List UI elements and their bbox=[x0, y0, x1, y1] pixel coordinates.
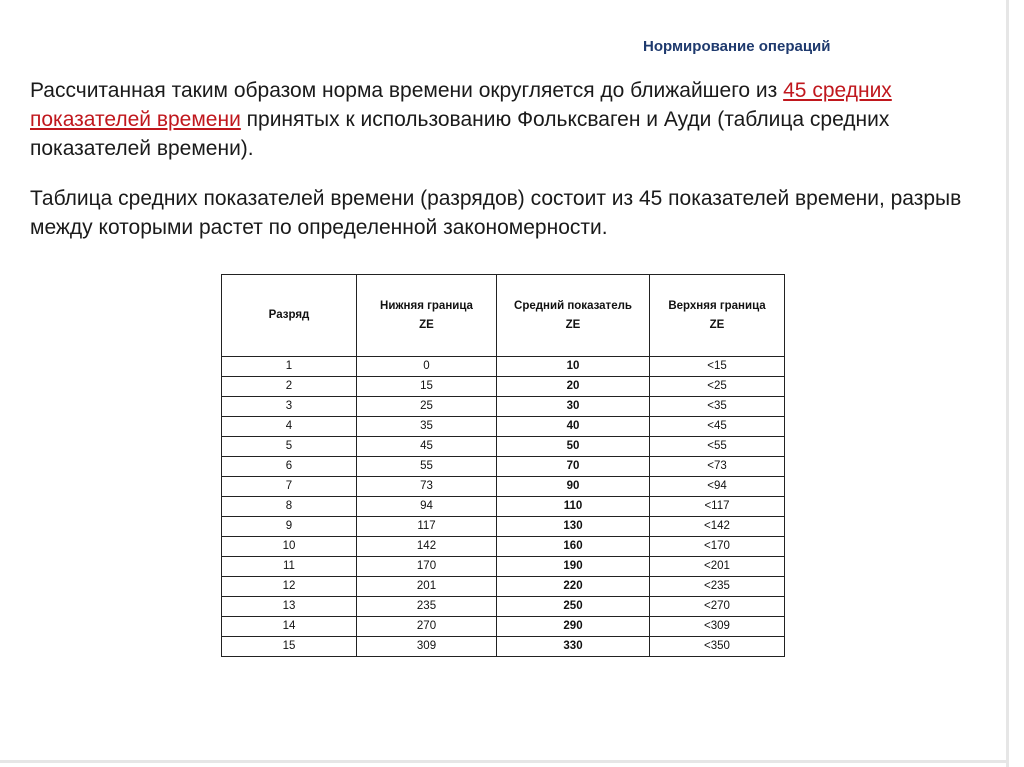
header-upper-bound-label: Верхняя граница bbox=[668, 299, 766, 312]
cell-upper: <235 bbox=[650, 577, 785, 597]
cell-lower: 15 bbox=[357, 377, 497, 397]
table-row bbox=[222, 477, 785, 497]
cell-lower: 201 bbox=[357, 577, 497, 597]
table-row bbox=[222, 577, 785, 597]
cell-mean: 20 bbox=[497, 377, 650, 397]
header-lower-bound-unit: ZE bbox=[419, 318, 434, 331]
cell-grade: 11 bbox=[222, 557, 357, 577]
slide-frame-bottom-edge bbox=[0, 760, 1008, 763]
slide-frame-right-edge bbox=[1006, 0, 1009, 767]
cell-upper: <73 bbox=[650, 457, 785, 477]
table-row bbox=[222, 437, 785, 457]
cell-upper: <25 bbox=[650, 377, 785, 397]
cell-lower: 142 bbox=[357, 537, 497, 557]
table-row bbox=[222, 517, 785, 537]
page-title: Нормирование операций bbox=[643, 38, 831, 55]
cell-grade: 15 bbox=[222, 637, 357, 657]
cell-lower: 309 bbox=[357, 637, 497, 657]
cell-grade: 12 bbox=[222, 577, 357, 597]
cell-lower: 73 bbox=[357, 477, 497, 497]
cell-grade: 5 bbox=[222, 437, 357, 457]
cell-lower: 117 bbox=[357, 517, 497, 537]
cell-upper: <309 bbox=[650, 617, 785, 637]
table-row bbox=[222, 537, 785, 557]
header-mean-value-unit: ZE bbox=[565, 318, 581, 331]
cell-mean: 70 bbox=[497, 457, 650, 477]
cell-grade: 14 bbox=[222, 617, 357, 637]
cell-mean: 50 bbox=[497, 437, 650, 457]
cell-grade: 9 bbox=[222, 517, 357, 537]
cell-grade: 10 bbox=[222, 537, 357, 557]
cell-grade: 4 bbox=[222, 417, 357, 437]
cell-upper: <35 bbox=[650, 397, 785, 417]
cell-mean: 40 bbox=[497, 417, 650, 437]
cell-mean: 250 bbox=[497, 597, 650, 617]
header-grade-label: Разряд bbox=[268, 309, 310, 321]
cell-upper: <350 bbox=[650, 637, 785, 657]
header-mean-value bbox=[497, 275, 650, 357]
cell-mean: 30 bbox=[497, 397, 650, 417]
cell-mean: 290 bbox=[497, 617, 650, 637]
table-row bbox=[222, 397, 785, 417]
cell-lower: 94 bbox=[357, 497, 497, 517]
cell-mean: 330 bbox=[497, 637, 650, 657]
cell-grade: 7 bbox=[222, 477, 357, 497]
cell-upper: <201 bbox=[650, 557, 785, 577]
table-row bbox=[222, 617, 785, 637]
header-upper-bound-unit: ZE bbox=[709, 318, 725, 331]
table-row bbox=[222, 637, 785, 657]
intro-text-before: Рассчитанная таким образом норма времени округляется до ближайшего из bbox=[30, 79, 784, 102]
table-body bbox=[222, 357, 785, 657]
intro-text-after: принятых к использованию Фольксваген и Ауди (таблица средних показателей времени). bbox=[30, 108, 890, 160]
intro-paragraph bbox=[30, 76, 980, 163]
cell-upper: <15 bbox=[650, 357, 785, 377]
table-header-row bbox=[222, 275, 785, 357]
cell-grade: 13 bbox=[222, 597, 357, 617]
table-row bbox=[222, 377, 785, 397]
table-row bbox=[222, 597, 785, 617]
cell-upper: <45 bbox=[650, 417, 785, 437]
table-row bbox=[222, 497, 785, 517]
cell-mean: 10 bbox=[497, 357, 650, 377]
table-row bbox=[222, 357, 785, 377]
table-row bbox=[222, 557, 785, 577]
cell-upper: <117 bbox=[650, 497, 785, 517]
cell-mean: 160 bbox=[497, 537, 650, 557]
table-row bbox=[222, 417, 785, 437]
average-time-indicators-link[interactable]: 45 средних показателей времени bbox=[30, 79, 892, 131]
cell-lower: 55 bbox=[357, 457, 497, 477]
cell-lower: 235 bbox=[357, 597, 497, 617]
cell-lower: 45 bbox=[357, 437, 497, 457]
header-upper-bound bbox=[650, 275, 785, 357]
cell-lower: 170 bbox=[357, 557, 497, 577]
cell-lower: 0 bbox=[357, 357, 497, 377]
cell-grade: 3 bbox=[222, 397, 357, 417]
cell-mean: 190 bbox=[497, 557, 650, 577]
cell-upper: <94 bbox=[650, 477, 785, 497]
header-grade bbox=[222, 275, 357, 357]
cell-grade: 1 bbox=[222, 357, 357, 377]
header-lower-bound-label: Нижняя граница bbox=[380, 299, 473, 312]
cell-mean: 130 bbox=[497, 517, 650, 537]
cell-mean: 220 bbox=[497, 577, 650, 597]
cell-grade: 2 bbox=[222, 377, 357, 397]
grades-table bbox=[221, 274, 785, 657]
cell-grade: 6 bbox=[222, 457, 357, 477]
cell-mean: 90 bbox=[497, 477, 650, 497]
cell-lower: 270 bbox=[357, 617, 497, 637]
grades-table-container bbox=[221, 274, 785, 657]
table-row bbox=[222, 457, 785, 477]
header-mean-value-label: Средний показатель bbox=[514, 299, 632, 312]
cell-lower: 35 bbox=[357, 417, 497, 437]
cell-upper: <270 bbox=[650, 597, 785, 617]
header-lower-bound bbox=[357, 275, 497, 357]
table-description-paragraph: Таблица средних показателей времени (разрядов) состоит из 45 показателей времени, разрыв между которыми растет по определенной закономерности. bbox=[30, 187, 962, 239]
cell-upper: <170 bbox=[650, 537, 785, 557]
cell-upper: <55 bbox=[650, 437, 785, 457]
cell-mean: 110 bbox=[497, 497, 650, 517]
cell-grade: 8 bbox=[222, 497, 357, 517]
cell-upper: <142 bbox=[650, 517, 785, 537]
cell-lower: 25 bbox=[357, 397, 497, 417]
